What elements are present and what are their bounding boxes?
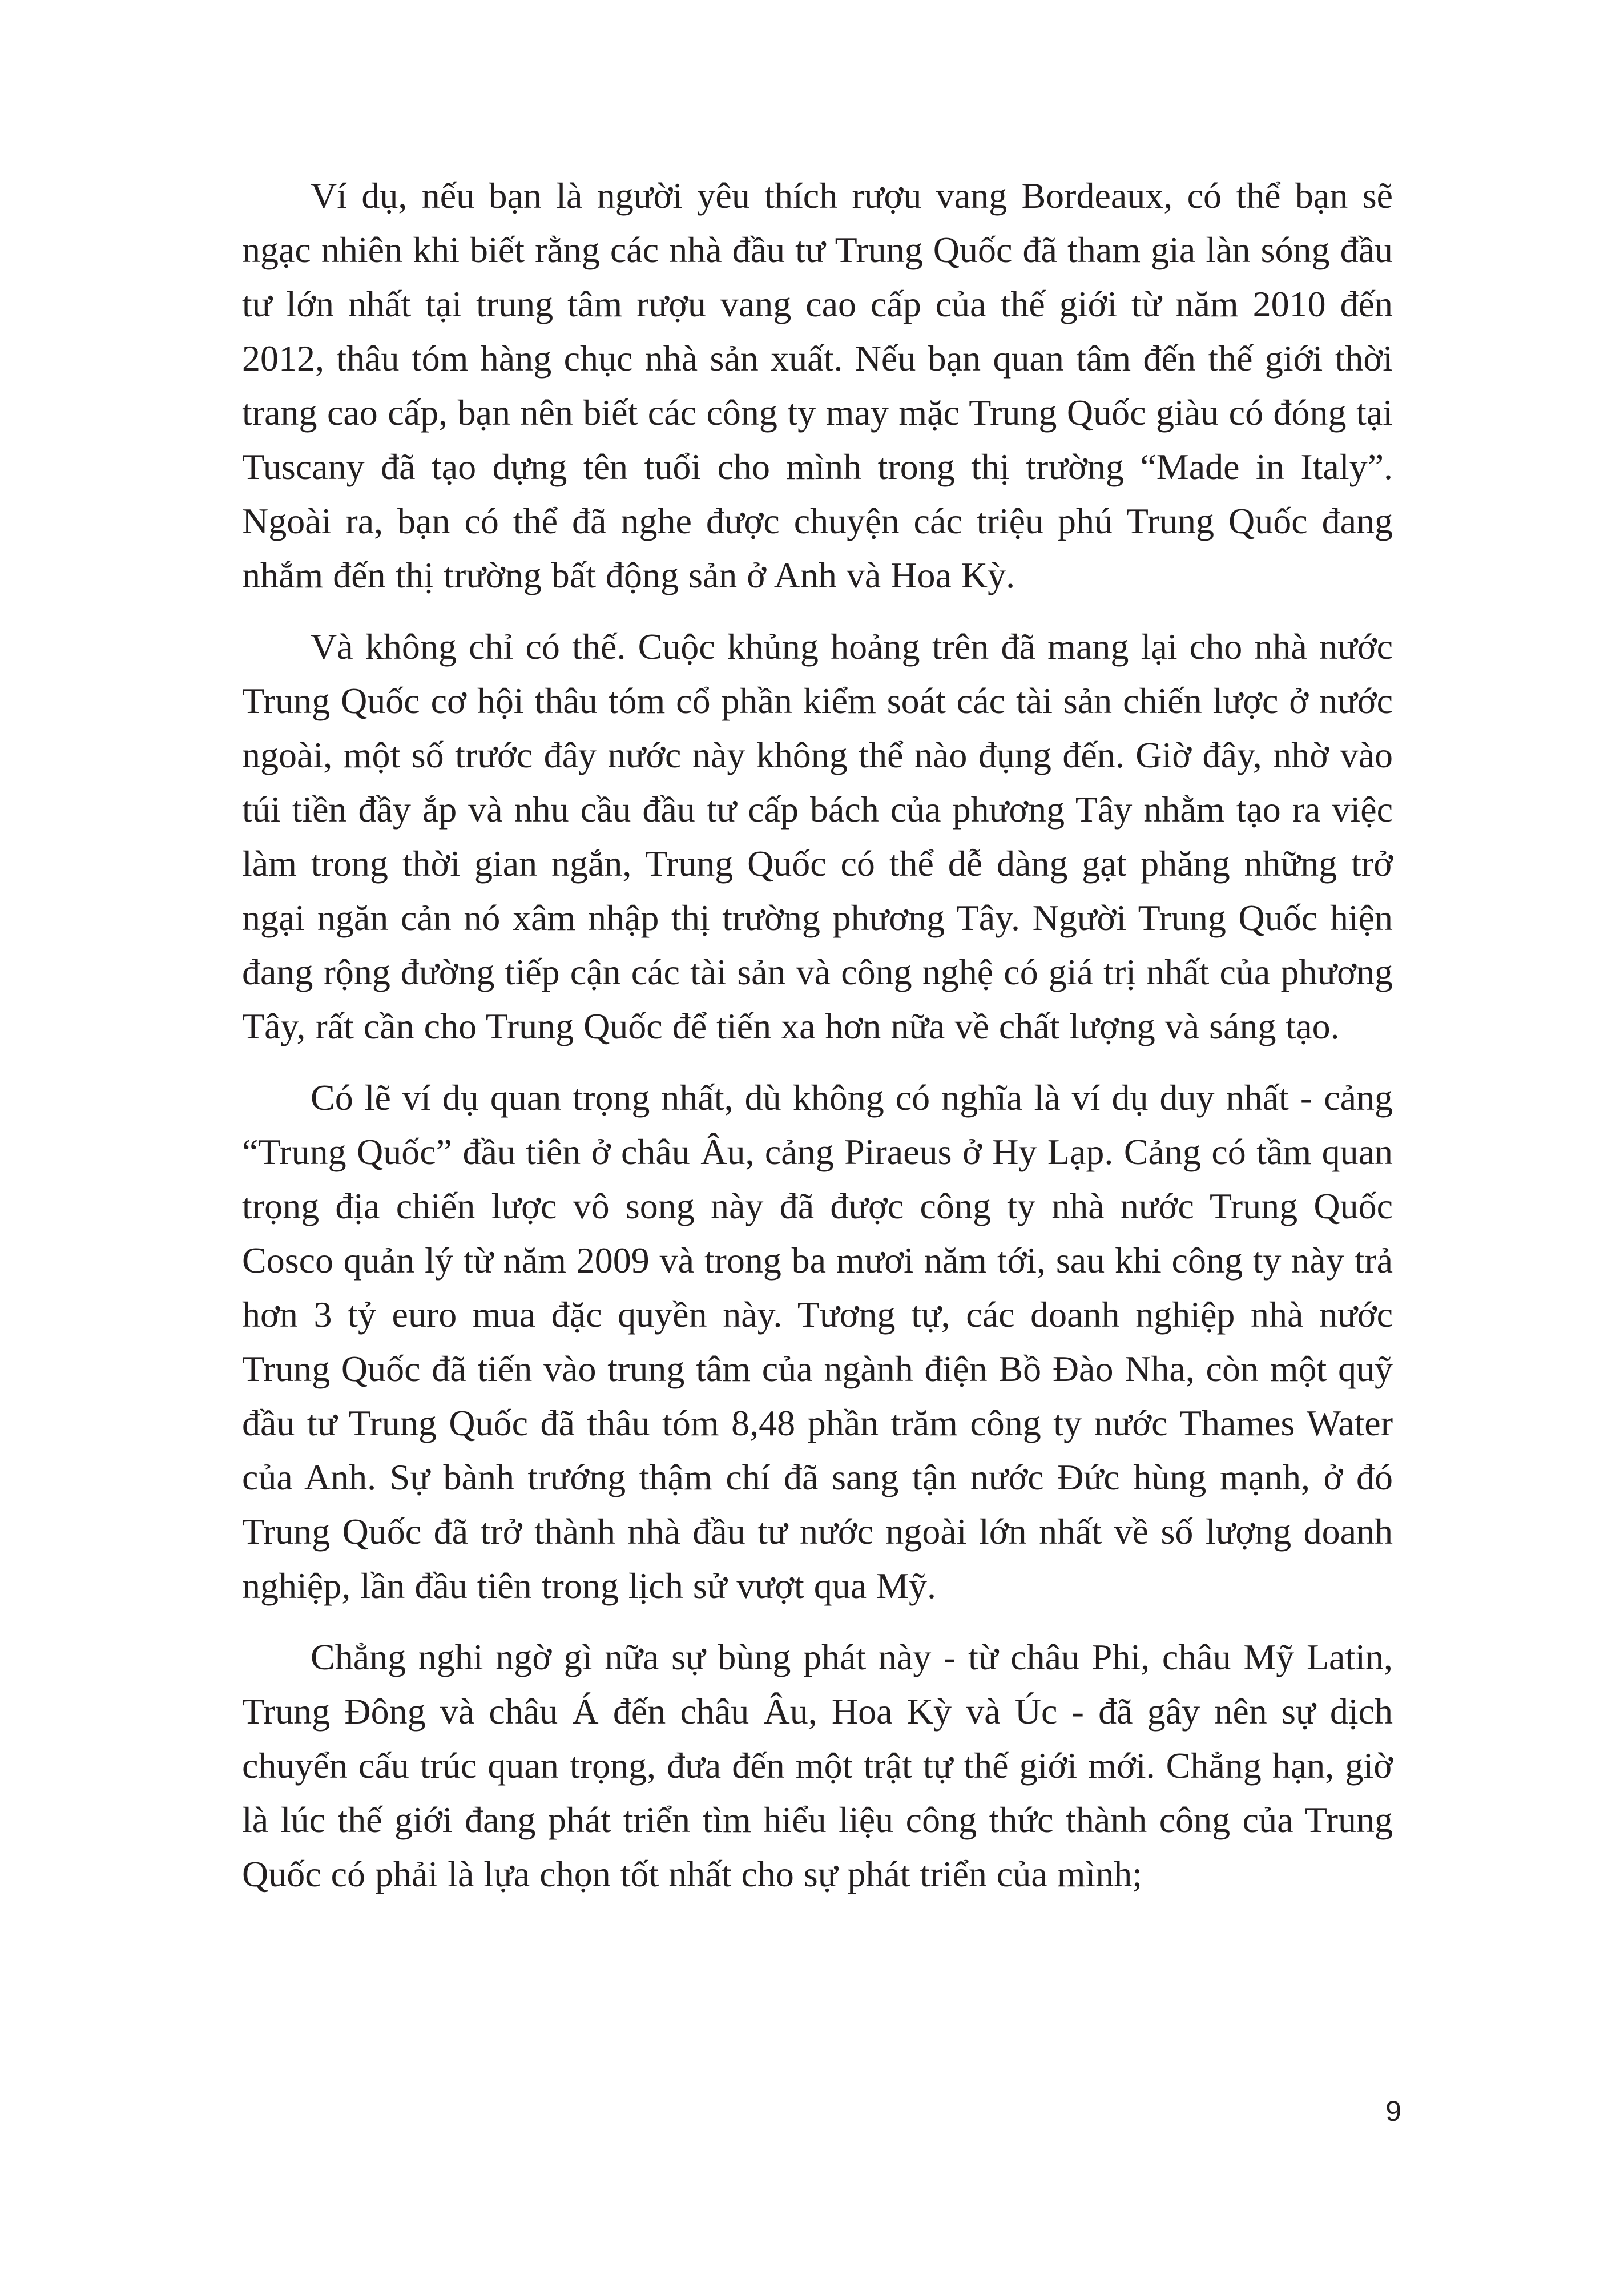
paragraph-3: Có lẽ ví dụ quan trọng nhất, dù không có nghĩa là ví dụ duy nhất - cảng “Trung Quốc” đầu tiên ở châu Âu, cảng Piraeus ở Hy Lạp. Cảng có tầm quan trọng địa chiến lược vô song này đã được công ty nhà nước Trung Quốc Cosco quản lý từ năm 2009 và trong ba mươi năm tới, sau khi công ty này trả hơn 3 tỷ euro mua đặc quyền này. Tương tự, các doanh nghiệp nhà nước Trung Quốc đã tiến vào trung tâm của ngành điện Bồ Đào Nha, còn một quỹ đầu tư Trung Quốc đã thâu tóm 8,48 phần trăm công ty nước Thames Water của Anh. Sự bành trướng thậm chí đã sang tận nước Đức hùng mạnh, ở đó Trung Quốc đã trở thành nhà đầu tư nước ngoài lớn nhất về số lượng doanh nghiệp, lần đầu tiên trong lịch sử vượt qua Mỹ. (242, 1077, 1393, 1606)
paragraph-1: Ví dụ, nếu bạn là người yêu thích rượu vang Bordeaux, có thể bạn sẽ ngạc nhiên khi biết rằng các nhà đầu tư Trung Quốc đã tham gia làn sóng đầu tư lớn nhất tại trung tâm rượu vang cao cấp của thế giới từ năm 2010 đến 2012, thâu tóm hàng chục nhà sản xuất. Nếu bạn quan tâm đến thế giới thời trang cao cấp, bạn nên biết các công ty may mặc Trung Quốc giàu có đóng tại Tuscany đã tạo dựng tên tuổi cho mình trong thị trường “Made in Italy”. Ngoài ra, bạn có thể đã nghe được chuyện các triệu phú Trung Quốc đang nhắm đến thị trường bất động sản ở Anh và Hoa Kỳ. (242, 175, 1393, 595)
paragraph-2: Và không chỉ có thế. Cuộc khủng hoảng trên đã mang lại cho nhà nước Trung Quốc cơ hội thâu tóm cổ phần kiểm soát các tài sản chiến lược ở nước ngoài, một số trước đây nước này không thể nào đụng đến. Giờ đây, nhờ vào túi tiền đầy ắp và nhu cầu đầu tư cấp bách của phương Tây nhằm tạo ra việc làm trong thời gian ngắn, Trung Quốc có thể dễ dàng gạt phăng những trở ngại ngăn cản nó xâm nhập thị trường phương Tây. Người Trung Quốc hiện đang rộng đường tiếp cận các tài sản và công nghệ có giá trị nhất của phương Tây, rất cần cho Trung Quốc để tiến xa hơn nữa về chất lượng và sáng tạo. (242, 626, 1393, 1046)
paragraph-4: Chẳng nghi ngờ gì nữa sự bùng phát này - từ châu Phi, châu Mỹ Latin, Trung Đông và châu Á đến châu Âu, Hoa Kỳ và Úc - đã gây nên sự dịch chuyển cấu trúc quan trọng, đưa đến một trật tự thế giới mới. Chẳng hạn, giờ là lúc thế giới đang phát triển tìm hiểu liệu công thức thành công của Trung Quốc có phải là lựa chọn tốt nhất cho sự phát triển của mình; (242, 1637, 1393, 1894)
body-text (242, 168, 1393, 1918)
page-number: 9 (1385, 2095, 1401, 2127)
